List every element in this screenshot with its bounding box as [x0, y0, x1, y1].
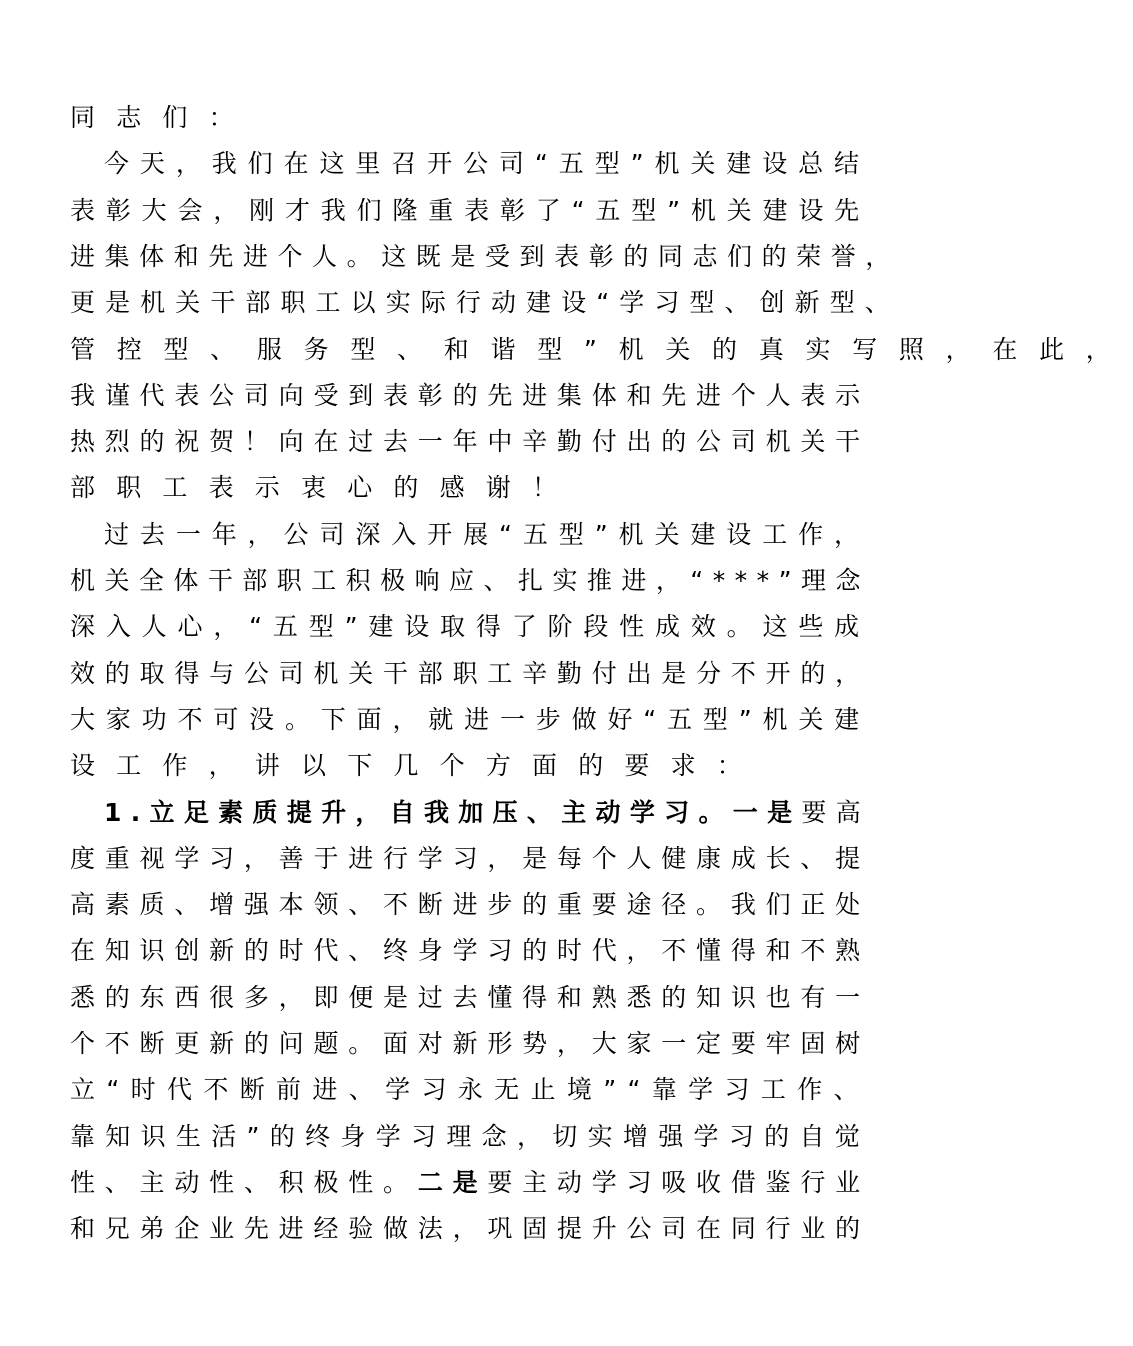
paragraph-line [70, 746, 763, 786]
bold-text: 1.立足素质提升，自我加压、主动学习。一是 [104, 797, 802, 827]
body-text: 要高 [801, 797, 871, 827]
body-text: 要主动学习吸收借鉴行业 [487, 1167, 870, 1197]
body-text: 设工作，讲以下几个方面的要求： [70, 751, 764, 781]
body-text: 在知识创新的时代、终身学习的时代，不懂得和不熟 [70, 936, 870, 966]
paragraph-line [70, 1163, 870, 1203]
bold-text: 二是 [417, 1167, 488, 1197]
body-text: 管控型、服务型、和谐型”机关的真实写照，在此， [70, 334, 1133, 364]
paragraph-line [70, 283, 900, 323]
body-text: 高素质、增强本领、不断进步的重要途径。我们正处 [70, 890, 870, 920]
body-text: 度重视学习，善于进行学习，是每个人健康成长、提 [70, 843, 870, 873]
paragraph-line [70, 468, 578, 508]
paragraph-line [70, 700, 870, 740]
paragraph-line [70, 1024, 870, 1064]
paragraph-line [70, 330, 1133, 370]
body-text: 今天，我们在这里召开公司“五型”机关建设总结 [104, 149, 870, 179]
paragraph-line [70, 654, 870, 694]
paragraph-line [104, 144, 870, 184]
paragraph-line [104, 515, 870, 555]
body-text: 性、主动性、积极性。 [70, 1167, 418, 1197]
body-text: 过去一年，公司深入开展“五型”机关建设工作， [104, 519, 870, 549]
body-text: 和兄弟企业先进经验做法，巩固提升公司在同行业的 [70, 1214, 870, 1244]
body-text: 悉的东西很多，即便是过去懂得和熟悉的知识也有一 [70, 982, 870, 1012]
body-text: 部职工表示衷心的感谢！ [70, 473, 579, 503]
paragraph-line [70, 839, 870, 879]
paragraph-line [70, 931, 870, 971]
body-text: 同志们： [70, 103, 255, 132]
body-text: 大家功不可没。下面，就进一步做好“五型”机关建 [70, 704, 870, 734]
body-text: 机关全体干部职工积极响应、扎实推进，“***”理念 [70, 566, 870, 595]
paragraph-line [70, 885, 870, 925]
body-text: 立“时代不断前进、学习永无止境”“靠学习工作、 [70, 1075, 870, 1105]
paragraph-line [70, 978, 870, 1018]
section-heading-line [104, 793, 870, 833]
body-text: 靠知识生活”的终身学习理念，切实增强学习的自觉 [70, 1121, 871, 1151]
paragraph-line [70, 191, 870, 231]
body-text: 进集体和先进个人。这既是受到表彰的同志们的荣誉， [70, 241, 900, 271]
paragraph-line [70, 561, 870, 601]
body-text: 热烈的祝贺！向在过去一年中辛勤付出的公司机关干 [70, 427, 870, 457]
paragraph-line [70, 422, 870, 462]
body-text: 表彰大会，刚才我们隆重表彰了“五型”机关建设先 [70, 195, 870, 225]
paragraph-line [70, 607, 870, 647]
salutation-line [70, 98, 255, 138]
paragraph-line [70, 1209, 870, 1249]
paragraph-line [70, 376, 870, 416]
paragraph-line [70, 1117, 870, 1157]
body-text: 我谨代表公司向受到表彰的先进集体和先进个人表示 [70, 380, 870, 410]
paragraph-line [70, 237, 900, 277]
paragraph-line [70, 1070, 870, 1110]
body-text: 深入人心，“五型”建设取得了阶段性成效。这些成 [70, 612, 870, 642]
body-text: 个不断更新的问题。面对新形势，大家一定要牢固树 [70, 1029, 870, 1058]
body-text: 更是机关干部职工以实际行动建设“学习型、创新型、 [70, 288, 900, 318]
body-text: 效的取得与公司机关干部职工辛勤付出是分不开的， [70, 658, 870, 688]
